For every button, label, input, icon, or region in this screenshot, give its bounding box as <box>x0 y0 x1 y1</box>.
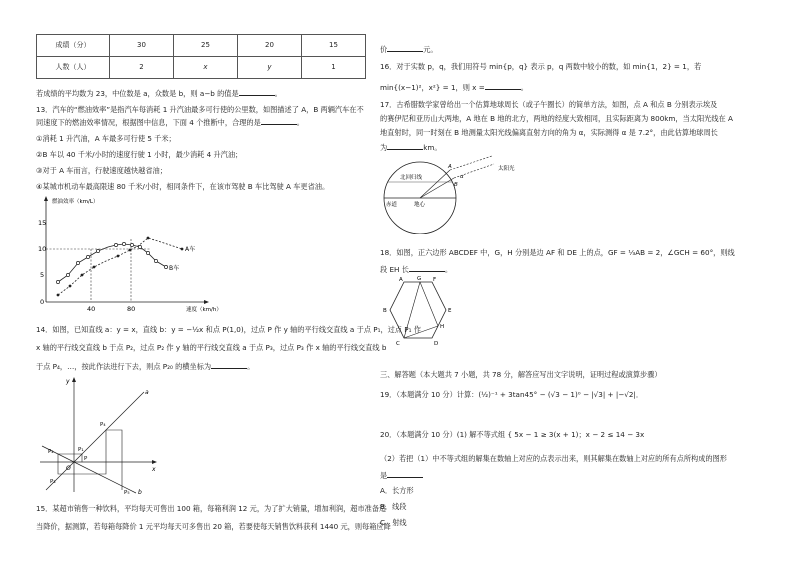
vertex-e-label: E <box>448 308 452 314</box>
center-label: 地心 <box>414 202 426 208</box>
vertex-d-label: D <box>434 341 439 346</box>
y-axis-arrow <box>72 377 76 382</box>
table-cell: 30 <box>110 35 174 57</box>
vertex-h-label: H <box>440 324 445 330</box>
q19-text: 19．（本题满分 10 分）计算：(½)⁻¹ + 3tan45° − (√3 − 1)⁰ − |√3| + |−√2|． <box>380 390 644 399</box>
table-cell: 1 <box>302 57 366 79</box>
point-b-label: B <box>454 182 458 188</box>
q15-line2: 当降价，据测算，若每箱每降价 1 元平均每天可多售出 20 箱，若要使每天销售饮料获利 1440 元，则每箱应降 <box>36 522 391 531</box>
alpha-label: α <box>460 174 464 180</box>
point-p4-label: P₄ <box>100 422 106 428</box>
q14-line1: 14．如图，已知直线 a：y = x，直线 b：y = −½x 和点 P(1,0)，过点 P 作 y 轴的平行线交直线 a 于点 P₁，过点 P₁ 作 <box>36 325 421 334</box>
table-row <box>37 57 366 79</box>
q16-line2: min{(x−1)²，x²} = 1，则 x = 。 <box>380 83 528 92</box>
q13-option-3: ③对于 A 车而言，行驶速度越快越省油； <box>36 166 167 175</box>
vertex-f-label: F <box>433 277 437 283</box>
q18-line2: 段 EH 长 。 <box>380 265 453 274</box>
table-cell: 2 <box>110 57 174 79</box>
point-p-label: P <box>84 456 88 462</box>
tropic-label: 北回归线 <box>400 175 423 181</box>
table-cell: 20 <box>238 35 302 57</box>
y-tick-label: 15 <box>38 219 47 227</box>
sun-ray <box>450 156 492 170</box>
q12-text: 若成绩的平均数为 23，中位数是 a，众数是 b，则 a−b 的值是 。 <box>36 89 282 98</box>
x-tick-label: 40 <box>87 305 96 313</box>
x-axis-arrow <box>152 460 157 464</box>
q13-option-4: ④某城市机动车最高限速 80 千米/小时，相同条件下，在该市驾驶 B 车比驾驶 A 车更省油。 <box>36 182 330 191</box>
q18-line1: 18．如图，正六边形 ABCDEF 中，G，H 分别是边 AF 和 DE 上的点，GF = ⅓AB = 2，∠GCH = 60°，则线 <box>380 248 735 257</box>
q14-line3: 于点 P₄，…，按此作法进行下去，则点 P₂₀ 的横坐标为 。 <box>36 362 255 371</box>
earth-diagram <box>380 154 550 234</box>
y-tick-label: 5 <box>40 271 45 279</box>
series-a-label: A车 <box>185 246 196 253</box>
line-b-label: b <box>138 489 142 496</box>
y-axis-arrow <box>44 196 48 201</box>
q17-line1: 17．古希腊数学家曾给出一个估算地球周长（或子午圈长）的简单方法，如图，点 A 和点 B 分别表示埃及 <box>380 100 718 109</box>
vertex-b-label: B <box>383 308 387 314</box>
series-a-line <box>58 238 182 295</box>
x-tick-label: 80 <box>127 305 136 313</box>
vertex-a-label: A <box>399 277 403 283</box>
segment-cg <box>404 282 420 338</box>
equator-label: 赤道 <box>386 202 398 208</box>
q14-line2: x 轴的平行线交直线 b 于点 P₂，过点 P₂ 作 y 轴的平行线交直线 a 于点 P₃，过点 P₃ 作 x 轴的平行线交直线 b <box>36 343 387 352</box>
q20-option-a: A．长方形 <box>380 486 414 495</box>
section-3-heading: 三、解答题（本大题共 7 小题，共 78 分，解答应写出文字说明，证明过程或演算步骤） <box>380 370 662 379</box>
line-iteration-graph <box>36 374 176 496</box>
table-cell: 成绩（分） <box>37 35 110 57</box>
table-cell: y <box>238 57 302 79</box>
q20-option-b: B．线段 <box>380 502 407 511</box>
q15-continuation: 价 元。 <box>380 45 438 54</box>
q13-option-2: ②B 车以 40 千米/小时的速度行驶 1 小时，最少消耗 4 升汽油； <box>36 150 243 159</box>
table-cell: 25 <box>174 35 238 57</box>
fuel-efficiency-graph <box>36 194 266 319</box>
point-a-label: A <box>448 164 452 170</box>
sunlight-label: 太阳光 <box>498 166 515 172</box>
radius-a <box>420 170 450 198</box>
origin-label: O <box>66 465 71 472</box>
point-p1-label: P₁ <box>78 447 84 453</box>
y-tick-label: 10 <box>38 245 47 253</box>
table-cell: x <box>174 57 238 79</box>
y-tick-label: 0 <box>40 298 45 306</box>
point-p2-label: P₂ <box>48 449 54 455</box>
y-axis-label: y <box>66 378 70 385</box>
q20-part1: 20．（本题满分 10 分）(1) 解不等式组 { 5x − 1 ≥ 3(x + 1)；x − 2 ≤ 14 − 3x <box>380 430 645 439</box>
q20-part2-line1: （2）若把（1）中不等式组的解集在数轴上对应的点表示出来，则其解集在数轴上对应的所有点所构成的图形 <box>380 454 727 463</box>
x-axis-arrow <box>204 300 209 304</box>
x-axis-label: 速度（km/h） <box>186 307 222 313</box>
q15-line1: 15．某超市销售一种饮料，平均每天可售出 100 箱，每箱利润 12 元，为了扩大销量，增加利润，超市准备适 <box>36 504 387 513</box>
table-cell: 15 <box>302 35 366 57</box>
q17-line3: 地直射时，同一时刻在 B 地测量太阳光线偏离直射方向的角为 α，实际测得 α 是 7.2°，由此估算地球周长 <box>380 128 718 137</box>
q20-option-c: C．射线 <box>380 518 407 527</box>
hexagon <box>390 282 446 338</box>
q17-line4: 为 km。 <box>380 143 442 152</box>
line-a <box>46 392 144 490</box>
y-axis-label: 燃油效率（km/L） <box>52 199 99 205</box>
table-cell: 人数（人） <box>37 57 110 79</box>
vertex-c-label: C <box>396 341 400 346</box>
vertex-g-label: G <box>417 276 422 282</box>
series-b-label: B车 <box>169 265 180 272</box>
q16-line1: 16．对于实数 p，q，我们用符号 min{p，q} 表示 p，q 两数中较小的数，如 min{1，2} = 1，若 <box>380 62 702 71</box>
q13-line2: 同速度下的燃油效率情况，根据图中信息，下面 4 个推断中，合理的是 。 <box>36 118 304 127</box>
point-p3-label: P₃ <box>50 479 56 485</box>
table-row <box>37 35 366 57</box>
q17-line2: 的赛伊尼和亚历山大两地，A 地在 B 地的北方，两地的经度大致相同，且实际距离为 800km，当太阳光线在 A <box>380 114 733 123</box>
q20-part2-line2: 是 <box>380 470 423 480</box>
q13-line1: 13．汽车的“燃油效率”是指汽车每消耗 1 升汽油最多可行使的公里数，如图描述了 A，B 两辆汽车在不 <box>36 105 364 114</box>
series-b-points <box>56 242 167 283</box>
point-p5-label: P₅ <box>124 490 130 496</box>
score-table <box>36 34 366 79</box>
line-a-label: a <box>145 389 149 396</box>
series-b-line <box>58 244 166 282</box>
x-axis-label: x <box>152 466 156 473</box>
q13-option-1: ①消耗 1 升汽油，A 车最多可行使 5 千米； <box>36 134 176 143</box>
radius-b <box>420 178 454 198</box>
hexagon-diagram <box>380 274 470 346</box>
